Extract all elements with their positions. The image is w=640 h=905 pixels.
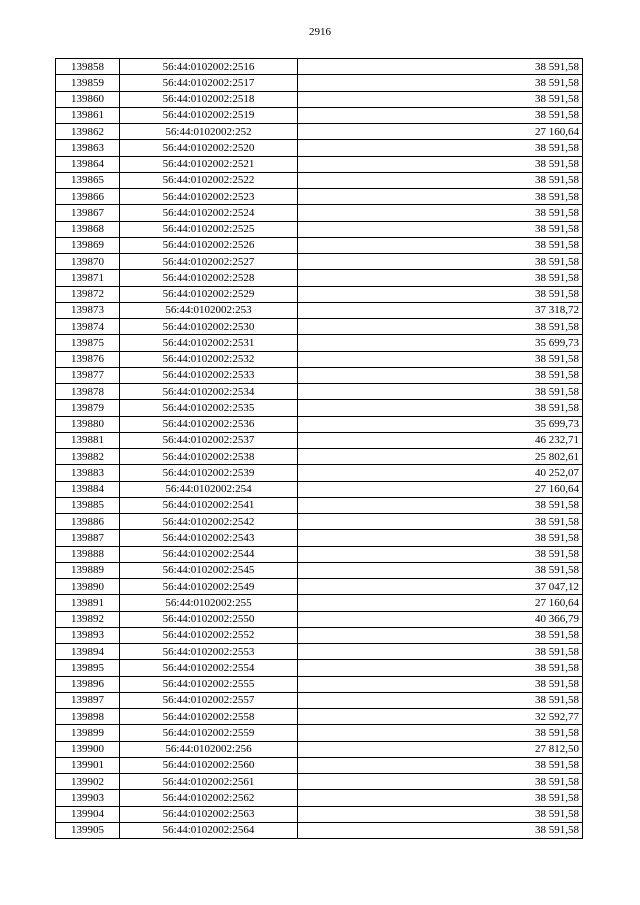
cadastral-number-cell: 56:44:0102002:2527 — [120, 254, 298, 270]
row-number-cell: 139863 — [56, 140, 120, 156]
cadastral-number-cell: 56:44:0102002:2564 — [120, 822, 298, 838]
table-row — [56, 270, 583, 286]
table-row — [56, 124, 583, 140]
row-number-cell: 139858 — [56, 59, 120, 75]
cadastral-number-cell: 56:44:0102002:2537 — [120, 432, 298, 448]
row-number-cell: 139872 — [56, 286, 120, 302]
table-row — [56, 367, 583, 383]
value-cell: 46 232,71 — [298, 432, 583, 448]
table-row — [56, 254, 583, 270]
table-row — [56, 660, 583, 676]
table-row — [56, 822, 583, 838]
cadastral-number-cell: 56:44:0102002:254 — [120, 481, 298, 497]
row-number-cell: 139890 — [56, 579, 120, 595]
cadastral-number-cell: 56:44:0102002:2536 — [120, 416, 298, 432]
table-row — [56, 692, 583, 708]
cadastral-number-cell: 56:44:0102002:2552 — [120, 627, 298, 643]
row-number-cell: 139869 — [56, 237, 120, 253]
value-cell: 38 591,58 — [298, 546, 583, 562]
value-cell: 35 699,73 — [298, 335, 583, 351]
value-cell: 38 591,58 — [298, 384, 583, 400]
row-number-cell: 139895 — [56, 660, 120, 676]
cadastral-number-cell: 56:44:0102002:2559 — [120, 725, 298, 741]
value-cell: 32 592,77 — [298, 709, 583, 725]
table-row — [56, 400, 583, 416]
cadastral-number-cell: 56:44:0102002:2538 — [120, 449, 298, 465]
value-cell: 38 591,58 — [298, 270, 583, 286]
value-cell: 38 591,58 — [298, 676, 583, 692]
value-cell: 38 591,58 — [298, 254, 583, 270]
row-number-cell: 139887 — [56, 530, 120, 546]
row-number-cell: 139904 — [56, 806, 120, 822]
cadastral-number-cell: 56:44:0102002:2558 — [120, 709, 298, 725]
table-row — [56, 790, 583, 806]
table-row — [56, 514, 583, 530]
row-number-cell: 139859 — [56, 75, 120, 91]
table-row — [56, 465, 583, 481]
table-row — [56, 91, 583, 107]
table-row — [56, 741, 583, 757]
table-row — [56, 627, 583, 643]
value-cell: 38 591,58 — [298, 822, 583, 838]
value-cell: 37 047,12 — [298, 579, 583, 595]
cadastral-number-cell: 56:44:0102002:2520 — [120, 140, 298, 156]
value-cell: 38 591,58 — [298, 205, 583, 221]
value-cell: 38 591,58 — [298, 140, 583, 156]
table-row — [56, 75, 583, 91]
table-row — [56, 221, 583, 237]
table-row — [56, 546, 583, 562]
cadastral-number-cell: 56:44:0102002:2557 — [120, 692, 298, 708]
cadastral-number-cell: 56:44:0102002:2550 — [120, 611, 298, 627]
table-row — [56, 644, 583, 660]
value-cell: 38 591,58 — [298, 627, 583, 643]
row-number-cell: 139878 — [56, 384, 120, 400]
row-number-cell: 139866 — [56, 189, 120, 205]
cadastral-number-cell: 56:44:0102002:2524 — [120, 205, 298, 221]
table-row — [56, 189, 583, 205]
table-row — [56, 335, 583, 351]
table-row — [56, 725, 583, 741]
cadastral-number-cell: 56:44:0102002:2518 — [120, 91, 298, 107]
value-cell: 38 591,58 — [298, 107, 583, 123]
row-number-cell: 139882 — [56, 449, 120, 465]
value-cell: 38 591,58 — [298, 660, 583, 676]
value-cell: 38 591,58 — [298, 757, 583, 773]
cadastral-number-cell: 56:44:0102002:2549 — [120, 579, 298, 595]
table-row — [56, 59, 583, 75]
page-number: 2916 — [309, 26, 331, 38]
table-row — [56, 611, 583, 627]
row-number-cell: 139871 — [56, 270, 120, 286]
cadastral-number-cell: 56:44:0102002:2553 — [120, 644, 298, 660]
table-row — [56, 416, 583, 432]
cadastral-number-cell: 56:44:0102002:2539 — [120, 465, 298, 481]
table-row — [56, 140, 583, 156]
row-number-cell: 139864 — [56, 156, 120, 172]
value-cell: 27 160,64 — [298, 595, 583, 611]
row-number-cell: 139891 — [56, 595, 120, 611]
cadastral-number-cell: 56:44:0102002:2562 — [120, 790, 298, 806]
table-row — [56, 774, 583, 790]
cadastral-number-cell: 56:44:0102002:2555 — [120, 676, 298, 692]
row-number-cell: 139867 — [56, 205, 120, 221]
cadastral-number-cell: 56:44:0102002:253 — [120, 302, 298, 318]
table-row — [56, 562, 583, 578]
table-row — [56, 757, 583, 773]
cadastral-number-cell: 56:44:0102002:2563 — [120, 806, 298, 822]
row-number-cell: 139870 — [56, 254, 120, 270]
row-number-cell: 139880 — [56, 416, 120, 432]
row-number-cell: 139892 — [56, 611, 120, 627]
table-row — [56, 107, 583, 123]
cadastral-number-cell: 56:44:0102002:2533 — [120, 367, 298, 383]
row-number-cell: 139902 — [56, 774, 120, 790]
value-cell: 37 318,72 — [298, 302, 583, 318]
value-cell: 38 591,58 — [298, 189, 583, 205]
row-number-cell: 139899 — [56, 725, 120, 741]
value-cell: 38 591,58 — [298, 286, 583, 302]
cadastral-table — [55, 58, 583, 839]
row-number-cell: 139898 — [56, 709, 120, 725]
row-number-cell: 139884 — [56, 481, 120, 497]
value-cell: 38 591,58 — [298, 367, 583, 383]
table-row — [56, 481, 583, 497]
row-number-cell: 139861 — [56, 107, 120, 123]
table-row — [56, 595, 583, 611]
cadastral-number-cell: 56:44:0102002:256 — [120, 741, 298, 757]
cadastral-number-cell: 56:44:0102002:2545 — [120, 562, 298, 578]
value-cell: 38 591,58 — [298, 530, 583, 546]
row-number-cell: 139888 — [56, 546, 120, 562]
cadastral-number-cell: 56:44:0102002:2542 — [120, 514, 298, 530]
value-cell: 35 699,73 — [298, 416, 583, 432]
value-cell: 27 160,64 — [298, 124, 583, 140]
row-number-cell: 139885 — [56, 497, 120, 513]
value-cell: 38 591,58 — [298, 221, 583, 237]
value-cell: 38 591,58 — [298, 237, 583, 253]
cadastral-number-cell: 56:44:0102002:2521 — [120, 156, 298, 172]
table-row — [56, 319, 583, 335]
row-number-cell: 139881 — [56, 432, 120, 448]
table-row — [56, 384, 583, 400]
row-number-cell: 139894 — [56, 644, 120, 660]
value-cell: 38 591,58 — [298, 562, 583, 578]
table-row — [56, 205, 583, 221]
row-number-cell: 139903 — [56, 790, 120, 806]
row-number-cell: 139868 — [56, 221, 120, 237]
value-cell: 38 591,58 — [298, 514, 583, 530]
value-cell: 38 591,58 — [298, 400, 583, 416]
cadastral-number-cell: 56:44:0102002:2535 — [120, 400, 298, 416]
cadastral-number-cell: 56:44:0102002:2529 — [120, 286, 298, 302]
value-cell: 38 591,58 — [298, 156, 583, 172]
row-number-cell: 139879 — [56, 400, 120, 416]
row-number-cell: 139875 — [56, 335, 120, 351]
cadastral-number-cell: 56:44:0102002:2554 — [120, 660, 298, 676]
value-cell: 38 591,58 — [298, 790, 583, 806]
cadastral-number-cell: 56:44:0102002:2541 — [120, 497, 298, 513]
table-row — [56, 302, 583, 318]
value-cell: 38 591,58 — [298, 692, 583, 708]
table-body — [56, 59, 583, 839]
cadastral-number-cell: 56:44:0102002:2522 — [120, 172, 298, 188]
value-cell: 38 591,58 — [298, 351, 583, 367]
value-cell: 38 591,58 — [298, 644, 583, 660]
value-cell: 38 591,58 — [298, 497, 583, 513]
value-cell: 27 812,50 — [298, 741, 583, 757]
table-row — [56, 351, 583, 367]
value-cell: 38 591,58 — [298, 59, 583, 75]
table-row — [56, 806, 583, 822]
cadastral-number-cell: 56:44:0102002:2561 — [120, 774, 298, 790]
value-cell: 25 802,61 — [298, 449, 583, 465]
table-row — [56, 676, 583, 692]
cadastral-number-cell: 56:44:0102002:2528 — [120, 270, 298, 286]
cadastral-number-cell: 56:44:0102002:255 — [120, 595, 298, 611]
cadastral-number-cell: 56:44:0102002:2526 — [120, 237, 298, 253]
value-cell: 40 366,79 — [298, 611, 583, 627]
row-number-cell: 139893 — [56, 627, 120, 643]
row-number-cell: 139877 — [56, 367, 120, 383]
value-cell: 27 160,64 — [298, 481, 583, 497]
value-cell: 38 591,58 — [298, 725, 583, 741]
row-number-cell: 139883 — [56, 465, 120, 481]
table-row — [56, 530, 583, 546]
row-number-cell: 139896 — [56, 676, 120, 692]
table-row — [56, 286, 583, 302]
cadastral-number-cell: 56:44:0102002:2530 — [120, 319, 298, 335]
cadastral-number-cell: 56:44:0102002:2517 — [120, 75, 298, 91]
value-cell: 38 591,58 — [298, 774, 583, 790]
row-number-cell: 139860 — [56, 91, 120, 107]
table-row — [56, 237, 583, 253]
cadastral-number-cell: 56:44:0102002:2534 — [120, 384, 298, 400]
cadastral-number-cell: 56:44:0102002:2544 — [120, 546, 298, 562]
row-number-cell: 139900 — [56, 741, 120, 757]
value-cell: 38 591,58 — [298, 806, 583, 822]
table-row — [56, 432, 583, 448]
row-number-cell: 139886 — [56, 514, 120, 530]
value-cell: 38 591,58 — [298, 75, 583, 91]
cadastral-number-cell: 56:44:0102002:2525 — [120, 221, 298, 237]
table-row — [56, 497, 583, 513]
table-row — [56, 156, 583, 172]
cadastral-number-cell: 56:44:0102002:2531 — [120, 335, 298, 351]
cadastral-number-cell: 56:44:0102002:2560 — [120, 757, 298, 773]
row-number-cell: 139862 — [56, 124, 120, 140]
row-number-cell: 139897 — [56, 692, 120, 708]
cadastral-number-cell: 56:44:0102002:2532 — [120, 351, 298, 367]
cadastral-number-cell: 56:44:0102002:2543 — [120, 530, 298, 546]
row-number-cell: 139889 — [56, 562, 120, 578]
cadastral-number-cell: 56:44:0102002:2523 — [120, 189, 298, 205]
row-number-cell: 139905 — [56, 822, 120, 838]
value-cell: 38 591,58 — [298, 91, 583, 107]
table-row — [56, 172, 583, 188]
table-row — [56, 709, 583, 725]
row-number-cell: 139901 — [56, 757, 120, 773]
row-number-cell: 139865 — [56, 172, 120, 188]
cadastral-number-cell: 56:44:0102002:252 — [120, 124, 298, 140]
value-cell: 40 252,07 — [298, 465, 583, 481]
row-number-cell: 139873 — [56, 302, 120, 318]
table-row — [56, 579, 583, 595]
table-row — [56, 449, 583, 465]
value-cell: 38 591,58 — [298, 319, 583, 335]
value-cell: 38 591,58 — [298, 172, 583, 188]
cadastral-number-cell: 56:44:0102002:2519 — [120, 107, 298, 123]
cadastral-number-cell: 56:44:0102002:2516 — [120, 59, 298, 75]
row-number-cell: 139876 — [56, 351, 120, 367]
row-number-cell: 139874 — [56, 319, 120, 335]
